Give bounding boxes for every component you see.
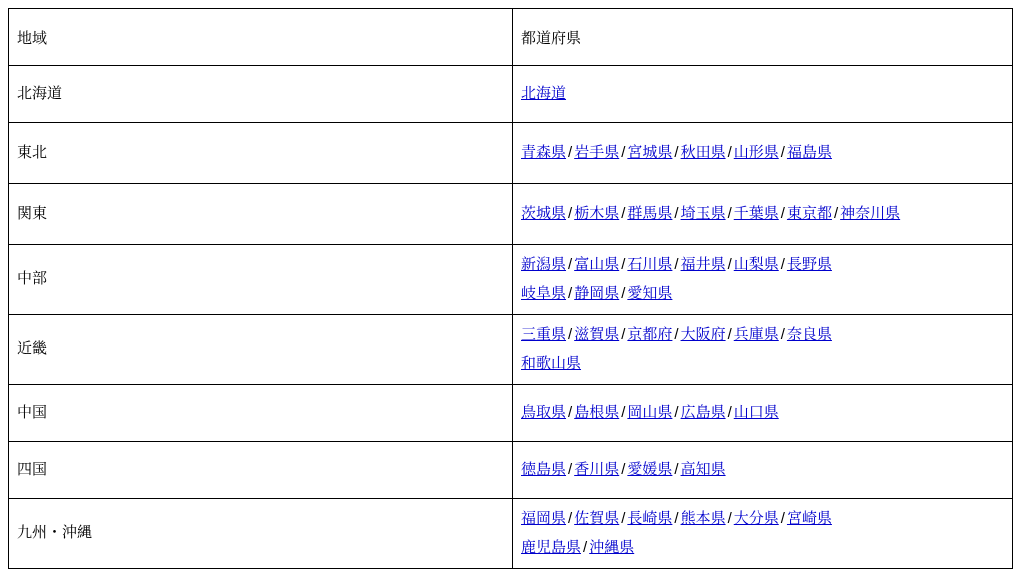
prefecture-link[interactable]: 青森県 [521, 143, 567, 161]
prefecture-link[interactable]: 三重県 [521, 326, 567, 343]
separator: / [674, 510, 679, 527]
prefecture-link[interactable]: 東京都 [786, 204, 832, 222]
prefecture-link[interactable]: 宮城県 [627, 143, 673, 161]
prefecture-link[interactable]: 鳥取県 [521, 403, 567, 421]
separator: / [780, 143, 785, 161]
prefecture-link[interactable]: 沖縄県 [589, 538, 635, 556]
column-header-prefecture: 都道府県 [513, 9, 1013, 66]
column-header-region: 地域 [9, 9, 513, 66]
prefecture-link[interactable]: 福島県 [786, 143, 832, 161]
prefecture-link[interactable]: 大分県 [733, 510, 779, 527]
separator: / [674, 143, 679, 161]
separator: / [568, 256, 573, 273]
table-body [9, 66, 1013, 569]
prefecture-link[interactable]: 和歌山県 [521, 354, 582, 372]
table-row [9, 123, 1013, 184]
region-label: 関東 [9, 184, 513, 245]
prefecture-link[interactable]: 富山県 [574, 256, 620, 273]
prefecture-link[interactable]: 愛知県 [627, 284, 673, 302]
prefecture-link[interactable]: 福岡県 [521, 510, 567, 527]
separator: / [621, 284, 626, 302]
prefecture-link[interactable]: 群馬県 [627, 204, 673, 222]
separator: / [674, 326, 679, 343]
separator: / [568, 326, 573, 343]
table-header-row [9, 9, 1013, 66]
table-row [9, 245, 1013, 315]
separator: / [674, 460, 679, 478]
region-label: 東北 [9, 123, 513, 184]
separator: / [568, 284, 573, 302]
prefecture-list [513, 245, 1013, 315]
separator: / [727, 143, 732, 161]
prefecture-link[interactable]: 佐賀県 [574, 510, 620, 527]
prefecture-link[interactable]: 広島県 [680, 403, 726, 421]
separator: / [621, 256, 626, 273]
separator: / [674, 204, 679, 222]
separator: / [674, 256, 679, 273]
separator: / [727, 326, 732, 343]
separator: / [674, 403, 679, 421]
region-label: 四国 [9, 442, 513, 499]
prefecture-link[interactable]: 神奈川県 [840, 204, 901, 222]
prefecture-link[interactable]: 新潟県 [521, 256, 567, 273]
separator: / [621, 204, 626, 222]
prefecture-link[interactable]: 鹿児島県 [521, 538, 582, 556]
prefecture-link[interactable]: 大阪府 [680, 326, 726, 343]
prefecture-link[interactable]: 茨城県 [521, 204, 567, 222]
table-row [9, 499, 1013, 569]
prefecture-link[interactable]: 岡山県 [627, 403, 673, 421]
prefecture-link[interactable]: 山梨県 [733, 256, 779, 273]
separator: / [621, 510, 626, 527]
separator: / [568, 143, 573, 161]
prefecture-link[interactable]: 栃木県 [574, 204, 620, 222]
prefecture-link[interactable]: 埼玉県 [680, 204, 726, 222]
prefecture-link[interactable]: 千葉県 [733, 204, 779, 222]
prefecture-link[interactable]: 岩手県 [574, 143, 620, 161]
separator: / [568, 460, 573, 478]
separator: / [833, 204, 839, 222]
prefecture-link[interactable]: 奈良県 [786, 326, 832, 343]
prefecture-link[interactable]: 北海道 [521, 84, 567, 102]
prefecture-link[interactable]: 滋賀県 [574, 326, 620, 343]
separator: / [568, 403, 573, 421]
table-row [9, 66, 1013, 123]
separator: / [780, 326, 785, 343]
separator: / [780, 204, 785, 222]
prefecture-link[interactable]: 香川県 [574, 460, 620, 478]
region-prefecture-table [8, 8, 1013, 569]
table-row [9, 442, 1013, 499]
separator: / [727, 204, 732, 222]
prefecture-link[interactable]: 岐阜県 [521, 284, 567, 302]
prefecture-link[interactable]: 高知県 [680, 460, 726, 478]
prefecture-list [513, 184, 1013, 245]
prefecture-list [513, 66, 1013, 123]
prefecture-link[interactable]: 山口県 [733, 403, 779, 421]
region-label: 九州・沖縄 [9, 499, 513, 569]
prefecture-link[interactable]: 熊本県 [680, 510, 726, 527]
prefecture-link[interactable]: 兵庫県 [733, 326, 779, 343]
separator: / [621, 326, 626, 343]
prefecture-list [513, 123, 1013, 184]
prefecture-link[interactable]: 石川県 [627, 256, 673, 273]
prefecture-link[interactable]: 京都府 [627, 326, 673, 343]
separator: / [568, 510, 573, 527]
prefecture-link[interactable]: 秋田県 [680, 143, 726, 161]
prefecture-link[interactable]: 山形県 [733, 143, 779, 161]
separator: / [780, 510, 785, 527]
prefecture-link[interactable]: 静岡県 [574, 284, 620, 302]
table-row [9, 385, 1013, 442]
prefecture-link[interactable]: 長崎県 [627, 510, 673, 527]
region-label: 中部 [9, 245, 513, 315]
separator: / [727, 403, 732, 421]
separator: / [568, 204, 573, 222]
prefecture-link[interactable]: 長野県 [786, 256, 832, 273]
table-row [9, 315, 1013, 385]
table-row [9, 184, 1013, 245]
prefecture-list [513, 315, 1013, 385]
separator: / [583, 538, 588, 556]
prefecture-link[interactable]: 徳島県 [521, 460, 567, 478]
region-label: 近畿 [9, 315, 513, 385]
separator: / [621, 460, 626, 478]
prefecture-list [513, 499, 1013, 569]
table-header [9, 9, 1013, 66]
region-label: 北海道 [9, 66, 513, 123]
prefecture-link[interactable]: 福井県 [680, 256, 726, 273]
region-label: 中国 [9, 385, 513, 442]
separator: / [621, 143, 626, 161]
separator: / [727, 510, 732, 527]
prefecture-link[interactable]: 島根県 [574, 403, 620, 421]
separator: / [780, 256, 785, 273]
prefecture-list [513, 385, 1013, 442]
prefecture-list [513, 442, 1013, 499]
prefecture-link[interactable]: 愛媛県 [627, 460, 673, 478]
prefecture-link[interactable]: 宮崎県 [786, 510, 832, 527]
separator: / [727, 256, 732, 273]
separator: / [621, 403, 626, 421]
